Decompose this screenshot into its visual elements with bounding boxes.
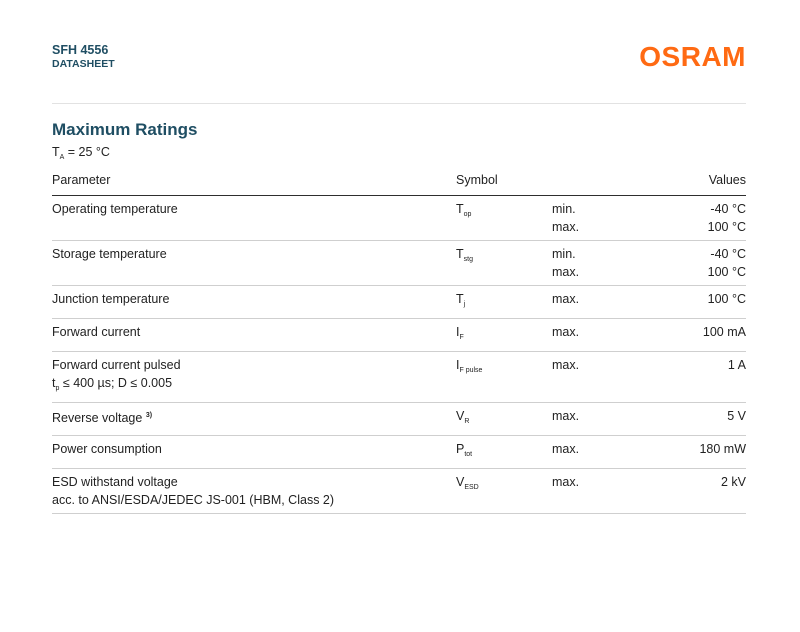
document-type: DATASHEET [52, 58, 115, 70]
value-cell: 5 V [612, 403, 746, 436]
symbol-cell: $V_{ESD}$ [456, 469, 552, 514]
limit-cell: max. [552, 319, 612, 352]
section-title: Maximum Ratings [52, 120, 198, 139]
brand-logo: OSRAM [639, 41, 746, 72]
table-row [52, 436, 746, 469]
table-row [52, 319, 746, 352]
value-cell: 1 A [612, 352, 746, 403]
value-cell: 180 mW [612, 436, 746, 469]
ratings-table [52, 166, 746, 514]
header-symbol: Symbol [456, 166, 552, 196]
table-row [52, 286, 746, 319]
limit-cell: max. [552, 436, 612, 469]
limit-cell: min. max. [552, 241, 612, 286]
parameter-cell: ESD withstand voltage acc. to ANSI/ESDA/JEDEC JS-001 (HBM, Class 2) [52, 469, 456, 514]
parameter-cell: Reverse voltage $^{3)}$ [52, 403, 456, 436]
symbol-cell: $P_{tot}$ [456, 436, 552, 469]
table-row [52, 241, 746, 286]
parameter-cell: Power consumption [52, 436, 456, 469]
value-cell: 2 kV [612, 469, 746, 514]
limit-cell: max. [552, 352, 612, 403]
header-values: Values [612, 166, 746, 196]
parameter-cell: Forward current [52, 319, 456, 352]
value-cell: 100 mA [612, 319, 746, 352]
limit-cell: min. max. [552, 196, 612, 241]
parameter-cell: Operating temperature [52, 196, 456, 241]
symbol-cell: $I_{F pulse}$ [456, 352, 552, 403]
limit-cell: max. [552, 469, 612, 514]
parameter-cell: Junction temperature [52, 286, 456, 319]
table-row [52, 469, 746, 514]
value-cell: -40 °C 100 °C [612, 196, 746, 241]
test-condition: $T_A = 25$ °C [52, 145, 110, 161]
symbol-cell: $T_{stg}$ [456, 241, 552, 286]
table-header-row [52, 166, 746, 196]
header-limit [552, 166, 612, 196]
limit-cell: max. [552, 403, 612, 436]
footnote-ref: 3) [145, 412, 153, 419]
table-row [52, 403, 746, 436]
parameter-cell: Forward current pulsed $t_p \le 400$ µs; D ≤ 0.005 [52, 352, 456, 403]
symbol-cell: $V_R$ [456, 403, 552, 436]
parameter-cell: Storage temperature [52, 241, 456, 286]
limit-cell: max. [552, 286, 612, 319]
table-row [52, 352, 746, 403]
table-row [52, 196, 746, 241]
header-divider [52, 103, 746, 104]
header-parameter: Parameter [52, 166, 456, 196]
symbol-cell: $T_{op}$ [456, 196, 552, 241]
symbol-cell: $I_F$ [456, 319, 552, 352]
symbol-cell: $T_j$ [456, 286, 552, 319]
value-cell: -40 °C 100 °C [612, 241, 746, 286]
value-cell: 100 °C [612, 286, 746, 319]
document-code: SFH 4556 [52, 43, 109, 57]
